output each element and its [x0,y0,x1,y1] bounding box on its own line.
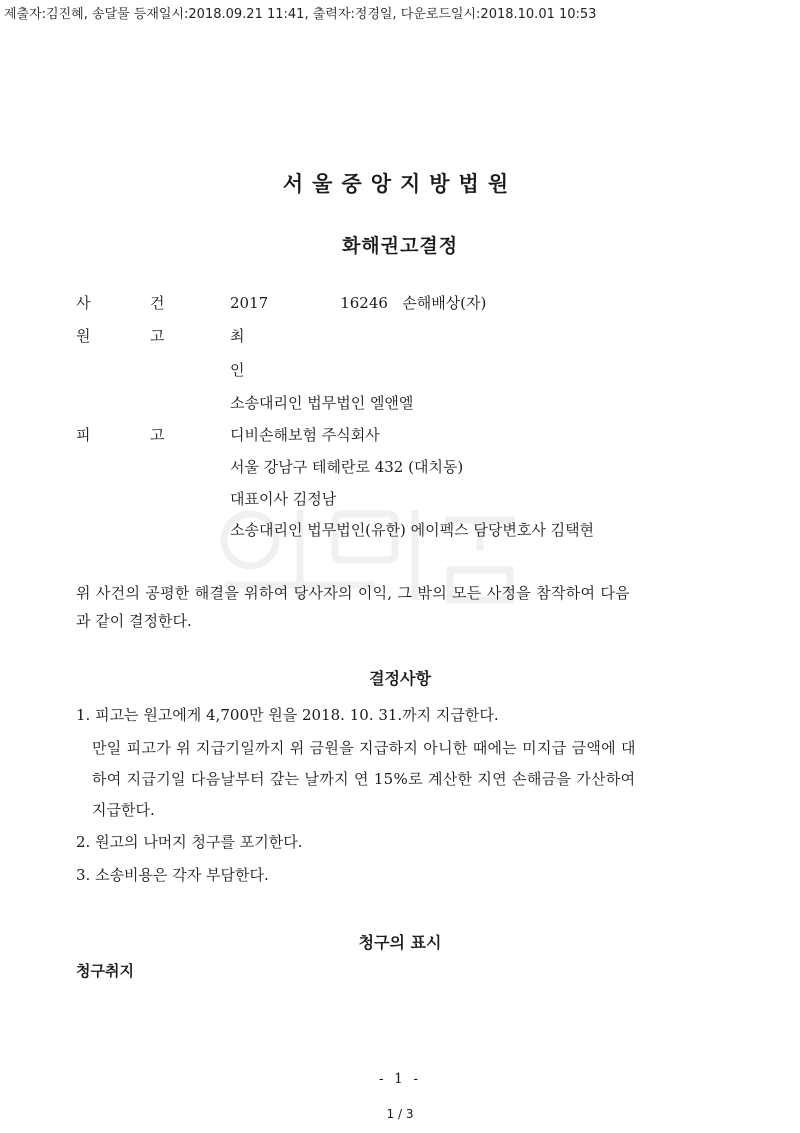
claims-subheading: 청구취지 [76,962,134,980]
claims-heading: 청구의 표시 [358,933,442,952]
decision-item-2: 2. 원고의 나머지 청구를 포기한다. [76,833,303,851]
intro-line-1: 위 사건의 공평한 해결을 위하여 당사자의 이익, 그 밖의 모든 사정을 참작하여 다음 [76,584,630,602]
case-number-b: 16246 [340,294,388,312]
plaintiff-label-1: 원 [76,327,91,345]
defendant-name: 디비손해보험 주식회사 [230,426,380,444]
defendant-representative: 대표이사 김정남 [230,490,337,508]
document-title: 화해권고결정 [341,235,459,257]
decision-item-3: 3. 소송비용은 각자 부담한다. [76,866,269,884]
page-count: 1 / 3 [386,1107,414,1121]
defendant-agent: 소송대리인 법무법인(유한) 에이펙스 담당변호사 김택현 [230,521,595,539]
case-label-1: 사 [76,294,91,312]
case-value [230,292,486,313]
case-name: 손해배상(자) [402,294,487,312]
decision-item-1-line-3: 하여 지급기일 다음날부터 갚는 날까지 연 15%로 계산한 지연 손해금을 가산하여 [92,770,636,788]
decision-heading: 결정사항 [369,669,431,688]
decision-item-1-line-2: 만일 피고가 위 지급기일까지 위 금원을 지급하지 아니한 때에는 미지급 금액에 대 [92,739,636,757]
decision-item-1: 1. 피고는 원고에게 4,700만 원을 2018. 10. 31.까지 지급한다. [76,706,499,724]
decision-item-1-line-4: 지급한다. [92,801,155,819]
plaintiff-agent: 소송대리인 법무법인 엘앤엘 [230,394,414,412]
page-number: - 1 - [378,1071,422,1087]
case-label-2: 건 [150,294,165,312]
court-name: 서울중앙지방법원 [282,172,518,196]
plaintiff-name-2: 인 [230,361,245,379]
case-number-a: 2017 [230,294,269,312]
plaintiff-label-2: 고 [150,327,165,345]
defendant-label-1: 피 [76,426,91,444]
defendant-label-2: 고 [150,426,165,444]
intro-line-2: 과 같이 결정한다. [76,612,192,630]
plaintiff-name-1: 최 [230,327,245,345]
defendant-address: 서울 강남구 테헤란로 432 (대치동) [230,458,464,476]
download-meta-header: 제출자:김진혜, 송달물 등재일시:2018.09.21 11:41, 출력자:정경일, 다운로드일시:2018.10.01 10:53 [4,7,597,22]
